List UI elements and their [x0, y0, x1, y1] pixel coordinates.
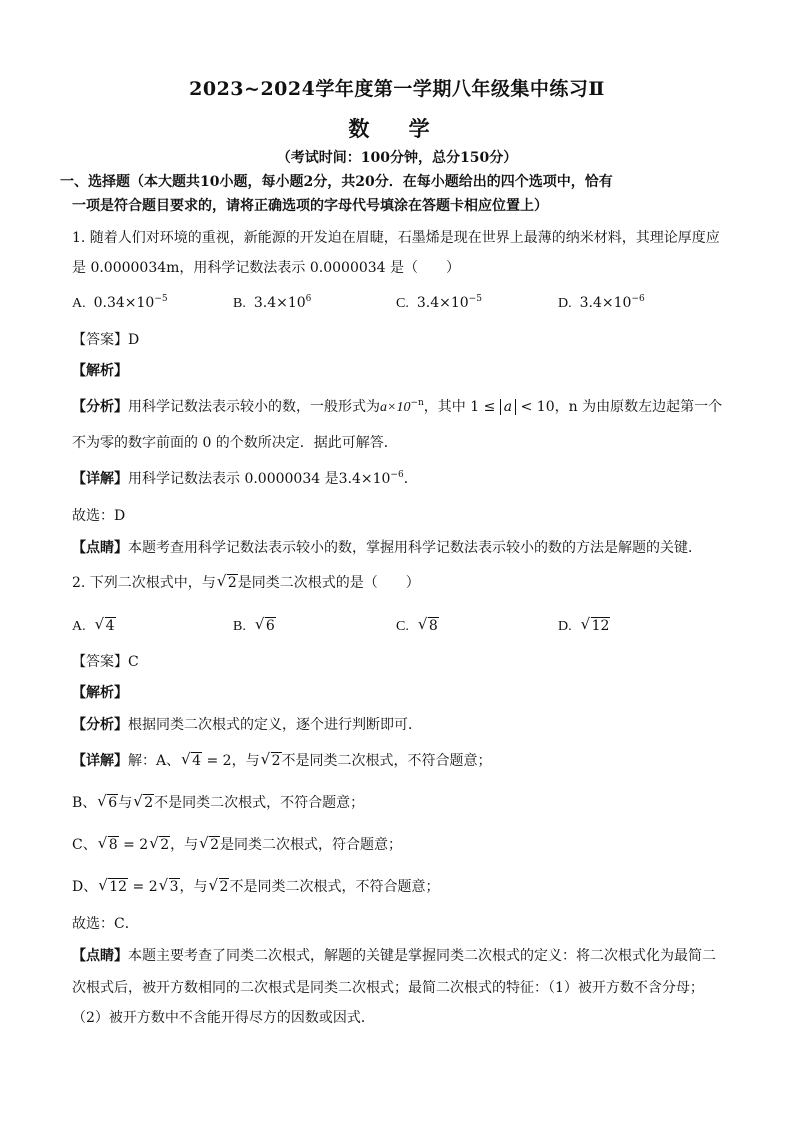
q1-xiangjie: [72, 470, 418, 488]
q1-fenxi-text-c: < 10，n 为由原数左边起第一个: [516, 399, 723, 415]
q1-fenxi-text-b: ，其中 1 ≤: [423, 399, 500, 415]
q2-option-b: [233, 617, 276, 636]
q1-option-exp: −6: [631, 294, 645, 304]
sqrt-symbol: [200, 836, 220, 854]
q2-xiangjie-tag: 【详解】: [72, 753, 128, 769]
sqrt-symbol: [160, 878, 180, 896]
radicand: 12: [591, 618, 610, 634]
solution-eq: = 2: [128, 879, 158, 895]
q1-dianjing: [72, 539, 702, 557]
q1-fenxi-text-a: 用科学记数法表示较小的数，一般形式为: [128, 399, 380, 415]
q1-option-label: C.: [396, 296, 409, 311]
subject-title: 数 学: [348, 116, 446, 141]
q1-option-base: 3.4×10: [579, 295, 632, 311]
sqrt-symbol: [210, 878, 230, 896]
q1-option-label: B.: [233, 296, 246, 311]
sqrt-symbol: [419, 617, 439, 635]
radicand: 2: [227, 575, 237, 591]
q1-option-base: 0.34×10: [93, 295, 155, 311]
q2-dianjing-line1: [72, 947, 716, 965]
sqrt-symbol: [262, 752, 282, 770]
sqrt-symbol: [99, 836, 119, 854]
sqrt-symbol: [218, 574, 238, 592]
q2-solution-b: [72, 794, 364, 812]
q1-xiangjie-tag: 【详解】: [72, 471, 128, 487]
q1-fenxi-line2: 不为零的数字前面的 0 的个数所决定．据此可解答．: [72, 435, 398, 451]
solution-mid: 与: [118, 795, 133, 811]
sqrt-symbol: [582, 617, 611, 635]
q2-fenxi: [72, 716, 422, 734]
radicand: 8: [108, 837, 118, 853]
q1-xiangjie-end: ．: [403, 471, 418, 487]
q2-option-label: C.: [396, 619, 409, 634]
q2-option-d: [558, 617, 610, 636]
q1-option-d: [558, 294, 645, 313]
q1-option-exp: −5: [468, 294, 482, 304]
radicand: 2: [219, 879, 229, 895]
q1-xiangjie-text: 用科学记数法表示 0.0000034 是: [128, 471, 339, 487]
q1-dianjing-text: 本题考查用科学记数法表示较小的数，掌握用科学记数法表示较小的数的方法是解题的关键．: [128, 540, 702, 556]
solution-mid: ，与: [179, 879, 208, 895]
solution-mid: ，与: [170, 837, 199, 853]
q2-dianjing-tag: 【点睛】: [72, 948, 128, 964]
radicand: 2: [271, 753, 281, 769]
q2-stem-a: 2. 下列二次根式中，与: [72, 575, 216, 591]
q1-dianjing-tag: 【点睛】: [72, 540, 128, 556]
q1-choice: 故选：D: [72, 508, 126, 524]
q2-solution-a: [72, 752, 492, 770]
q2-solution-c: [72, 836, 402, 854]
q2-option-label: B.: [233, 619, 246, 634]
radicand: 3: [169, 879, 179, 895]
radicand: 6: [265, 618, 275, 634]
q1-analysis-tag: 【解析】: [72, 363, 128, 379]
section-heading-line2: 一项是符合题目要求的，请将正确选项的字母代号填涂在答题卡相应位置上）: [72, 198, 548, 214]
q1-option-a: [72, 294, 168, 313]
q2-stem-b: 是同类二次根式的是（ ）: [237, 575, 420, 591]
sqrt-symbol: [182, 752, 202, 770]
q2-dianjing-line2: 次根式后，被开方数相同的二次根式是同类二次根式；最简二次根式的特征：（1）被开方数不含分母；: [72, 980, 704, 996]
q1-xiangjie-expr: 3.4×10: [338, 471, 391, 487]
q1-option-c: [396, 294, 482, 313]
section-heading-line1: 一、选择题（本大题共10小题，每小题2分，共20分．在每小题给出的四个选项中，恰有: [60, 174, 613, 190]
q1-fenxi-tag: 【分析】: [72, 399, 128, 415]
solution-post: 不是同类二次根式，不符合题意；: [281, 753, 492, 769]
q1-option-base: 3.4×10: [416, 295, 469, 311]
sqrt-symbol: [134, 794, 154, 812]
radicand: 12: [109, 879, 128, 895]
q1-fenxi-expr: a×10: [380, 400, 411, 415]
q2-fenxi-tag: 【分析】: [72, 717, 128, 733]
q2-solution-d: [72, 878, 439, 896]
sqrt-symbol: [96, 617, 116, 635]
q2-answer: 【答案】C: [72, 654, 139, 670]
sqrt-symbol: [150, 836, 170, 854]
q2-dianjing-line3: （2）被开方数中不含能开得尽方的因数或因式．: [72, 1010, 375, 1026]
q2-analysis-tag: 【解析】: [72, 685, 128, 701]
q2-dianjing-text1: 本题主要考查了同类二次根式，解题的关键是掌握同类二次根式的定义：将二次根式化为最简二: [128, 948, 716, 964]
q1-fenxi-abs: a: [500, 399, 516, 415]
solution-prefix: C、: [72, 837, 97, 853]
solution-post: 是同类二次根式，符合题意；: [220, 837, 403, 853]
radicand: 2: [210, 837, 220, 853]
q1-fenxi-exp: −n: [410, 398, 424, 408]
q1-option-base: 3.4×10: [253, 295, 306, 311]
q1-stem-line2: 是 0.0000034m，用科学记数法表示 0.0000034 是（ ）: [72, 260, 461, 276]
q2-option-label: A.: [72, 619, 86, 634]
q1-answer: 【答案】D: [72, 332, 140, 348]
solution-post: 不是同类二次根式，不符合题意；: [229, 879, 440, 895]
solution-prefix: 解：A、: [128, 753, 181, 769]
solution-eq: = 2，与: [202, 753, 260, 769]
sqrt-symbol: [256, 617, 276, 635]
radicand: 8: [428, 618, 438, 634]
q1-option-b: [233, 294, 311, 313]
radicand: 4: [192, 753, 202, 769]
radicand: 6: [108, 795, 118, 811]
q2-option-a: [72, 617, 116, 636]
q1-stem-line1: 1. 随着人们对环境的重视，新能源的开发迫在眉睫，石墨烯是现在世界上最薄的纳米材料，其理论厚度应: [72, 230, 720, 246]
solution-prefix: D、: [72, 879, 98, 895]
q1-option-exp: 6: [305, 294, 312, 304]
solution-prefix: B、: [72, 795, 97, 811]
q1-fenxi-line1: [72, 398, 722, 417]
q2-stem: [72, 574, 420, 592]
solution-post: 不是同类二次根式，不符合题意；: [154, 795, 365, 811]
radicand: 4: [105, 618, 115, 634]
solution-eq: = 2: [118, 837, 149, 853]
radicand: 2: [160, 837, 170, 853]
q1-option-label: D.: [558, 296, 572, 311]
q1-option-exp: −5: [154, 294, 168, 304]
exam-info: （考试时间：100分钟，总分150分）: [276, 150, 518, 166]
radicand: 2: [144, 795, 154, 811]
sqrt-symbol: [99, 878, 128, 896]
q1-xiangjie-exp: −6: [390, 470, 404, 480]
exam-title: 2023~2024学年度第一学期八年级集中练习Ⅱ: [189, 78, 605, 100]
q2-option-c: [396, 617, 439, 636]
q2-choice: 故选：C．: [72, 916, 139, 932]
sqrt-symbol: [98, 794, 118, 812]
q1-option-label: A.: [72, 296, 86, 311]
q2-fenxi-text: 根据同类二次根式的定义，逐个进行判断即可．: [128, 717, 422, 733]
q2-option-label: D.: [558, 619, 572, 634]
